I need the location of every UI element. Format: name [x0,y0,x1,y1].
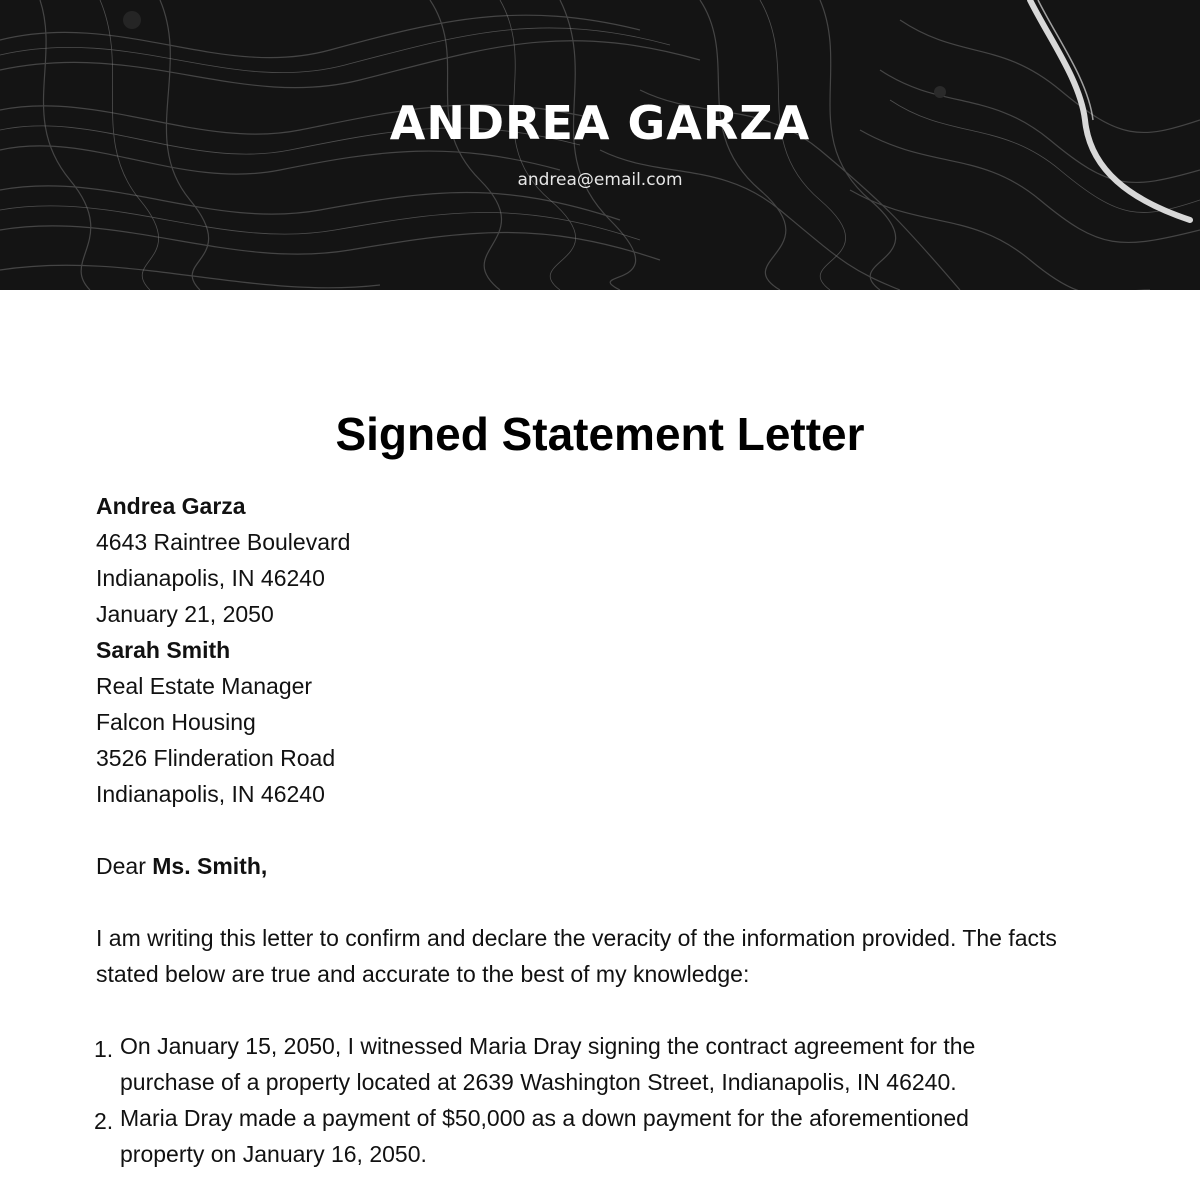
header-email: andrea@email.com [517,170,683,190]
sender-name: Andrea Garza [96,493,246,519]
recipient-company: Falcon Housing [96,709,256,735]
sender-address-line2: Indianapolis, IN 46240 [96,565,325,591]
letter-date: January 21, 2050 [96,601,274,627]
list-item [96,1028,1046,1100]
header-banner [0,0,1200,290]
list-item-number: 1. [94,1036,114,1062]
intro-paragraph: I am writing this letter to confirm and declare the veracity of the information provided. The facts stated below are true and accurate to the best of my knowledge: [96,925,1057,987]
list-item-text: On January 15, 2050, I witnessed Maria Dray signing the contract agreement for the purchase of a property located at 2639 Washington Street, Indianapolis, IN 46240. [120,1033,976,1095]
list-item [96,1100,1046,1172]
letter-body [96,488,1106,1172]
document-title: Signed Statement Letter [335,408,865,460]
list-item-text: Maria Dray made a payment of $50,000 as a down payment for the aforementioned property on January 16, 2050. [120,1105,969,1167]
salutation-name: Ms. Smith, [152,853,268,879]
sender-address-line1: 4643 Raintree Boulevard [96,529,351,555]
recipient-address-line2: Indianapolis, IN 46240 [96,781,325,807]
salutation [96,848,1106,884]
header-name: ANDREA GARZA [389,96,811,150]
list-item-number: 2. [94,1108,114,1134]
recipient-title: Real Estate Manager [96,673,313,699]
salutation-prefix: Dear [96,853,146,879]
facts-list [96,1028,1046,1172]
recipient-name: Sarah Smith [96,637,231,663]
recipient-address-line1: 3526 Flinderation Road [96,745,336,771]
